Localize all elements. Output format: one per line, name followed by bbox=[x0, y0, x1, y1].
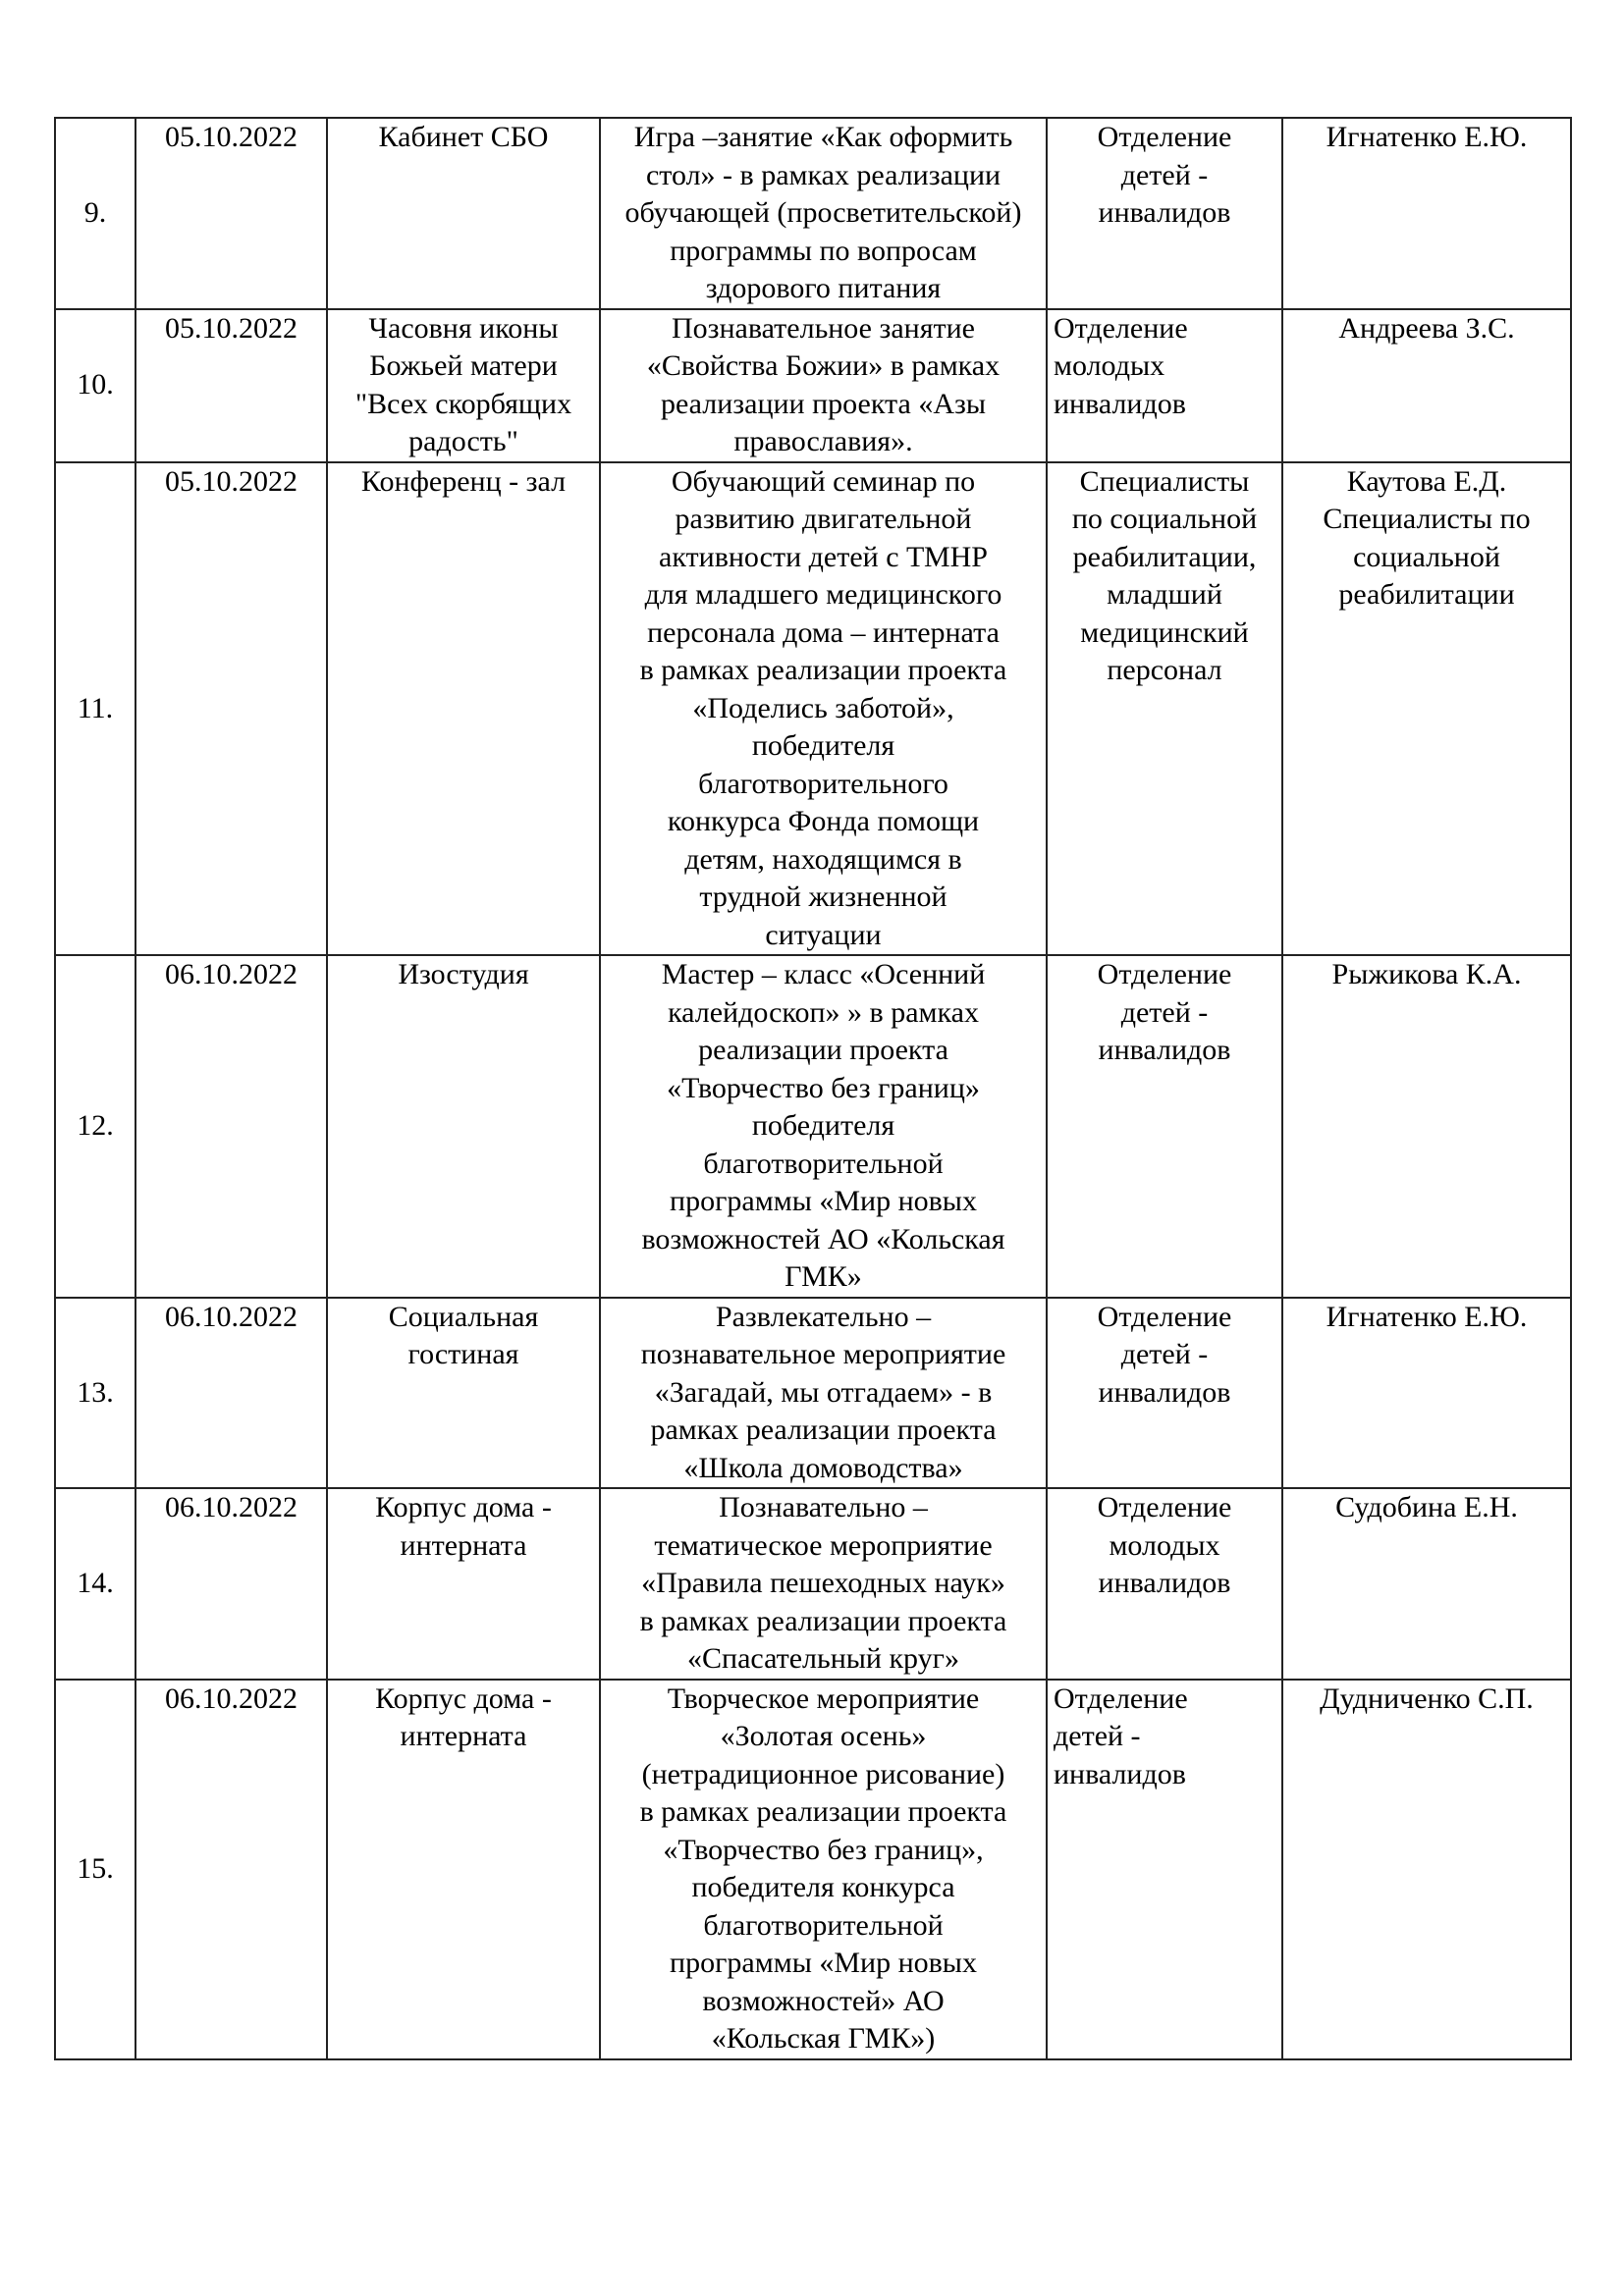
participants-line: Отделение bbox=[1097, 1300, 1232, 1333]
participants-cell bbox=[1047, 462, 1282, 956]
event-line: для младшего медицинского bbox=[644, 578, 1002, 611]
event-line: победителя bbox=[751, 1109, 895, 1142]
event-line: «Поделись заботой», bbox=[692, 691, 954, 724]
place-line: Часовня иконы bbox=[368, 311, 559, 345]
place-cell bbox=[327, 309, 600, 462]
responsible-cell bbox=[1282, 462, 1571, 956]
event-line: тематическое мероприятие bbox=[654, 1528, 993, 1562]
participants-line: инвалидов bbox=[1098, 1375, 1231, 1409]
event-description-cell bbox=[600, 955, 1047, 1298]
place-line: гостиная bbox=[407, 1338, 519, 1370]
table-row bbox=[55, 118, 1571, 309]
event-line: познавательное мероприятие bbox=[640, 1338, 1006, 1370]
participants-line: медицинский bbox=[1080, 615, 1249, 649]
event-line: Творческое мероприятие bbox=[667, 1682, 980, 1715]
place-line: Кабинет СБО bbox=[378, 121, 549, 153]
place-cell bbox=[327, 118, 600, 309]
responsible-line: социальной bbox=[1353, 540, 1500, 573]
place-cell bbox=[327, 462, 600, 956]
row-number-cell: 9. bbox=[55, 118, 135, 309]
place-line: интерната bbox=[400, 1720, 527, 1752]
event-line: «Кольская ГМК») bbox=[711, 2022, 936, 2055]
event-line: трудной жизненной bbox=[699, 881, 947, 913]
participants-line: инвалидов bbox=[1054, 1757, 1186, 1790]
event-line: победителя bbox=[751, 729, 895, 762]
event-line: благотворительного bbox=[698, 767, 948, 800]
event-line: обучающей (просветительской) bbox=[624, 196, 1022, 229]
table-row bbox=[55, 955, 1571, 1298]
event-line: ГМК» bbox=[785, 1260, 862, 1293]
event-line: «Правила пешеходных наук» bbox=[641, 1567, 1005, 1599]
participants-line: молодых bbox=[1109, 1528, 1220, 1562]
event-line: программы «Мир новых bbox=[670, 1185, 977, 1217]
event-line: Мастер – класс «Осенний bbox=[661, 958, 986, 990]
event-line: развитию двигательной bbox=[675, 503, 972, 535]
date-cell: 05.10.2022 bbox=[135, 462, 327, 956]
place-cell bbox=[327, 1488, 600, 1680]
event-line: благотворительной bbox=[703, 1147, 944, 1180]
event-line: персонала дома – интерната bbox=[647, 615, 1000, 649]
participants-line: детей - bbox=[1120, 995, 1209, 1029]
responsible-cell bbox=[1282, 309, 1571, 462]
responsible-line: Специалисты по bbox=[1323, 503, 1531, 535]
event-line: «Загадай, мы отгадаем» - в bbox=[654, 1375, 993, 1409]
responsible-line: Судобина Е.Н. bbox=[1335, 1491, 1518, 1523]
place-line: Корпус дома - bbox=[375, 1682, 552, 1715]
event-line: ситуации bbox=[765, 918, 882, 951]
event-line: Познавательно – bbox=[719, 1491, 928, 1523]
participants-line: реабилитации, bbox=[1072, 540, 1257, 573]
responsible-cell bbox=[1282, 118, 1571, 309]
date-cell: 06.10.2022 bbox=[135, 1488, 327, 1680]
participants-line: детей - bbox=[1054, 1720, 1141, 1752]
place-line: Изостудия bbox=[398, 958, 529, 990]
place-line: Конференц - зал bbox=[360, 464, 567, 498]
participants-cell bbox=[1047, 1298, 1282, 1489]
event-line: конкурса Фонда помощи bbox=[667, 805, 980, 837]
row-number-cell: 13. bbox=[55, 1298, 135, 1489]
event-description-cell bbox=[600, 1680, 1047, 2059]
table-row bbox=[55, 309, 1571, 462]
event-line: калейдоскоп» » в рамках bbox=[668, 995, 979, 1029]
place-cell bbox=[327, 955, 600, 1298]
event-line: программы «Мир новых bbox=[670, 1947, 977, 1979]
event-line: Познавательное занятие bbox=[671, 311, 975, 345]
event-line: благотворительной bbox=[703, 1908, 944, 1942]
event-line: «Свойства Божии» в рамках bbox=[646, 349, 1001, 382]
event-description-cell bbox=[600, 1298, 1047, 1489]
row-number-cell: 15. bbox=[55, 1680, 135, 2059]
date-cell: 05.10.2022 bbox=[135, 309, 327, 462]
row-number-cell: 10. bbox=[55, 309, 135, 462]
participants-line: Отделение bbox=[1054, 311, 1188, 345]
events-table bbox=[54, 117, 1572, 2060]
participants-line: Отделение bbox=[1054, 1682, 1188, 1715]
table-row bbox=[55, 1680, 1571, 2059]
event-line: «Школа домоводства» bbox=[683, 1451, 963, 1484]
responsible-line: Игнатенко Е.Ю. bbox=[1326, 1300, 1528, 1333]
participants-line: детей - bbox=[1120, 158, 1209, 191]
event-line: Игра –занятие «Как оформить bbox=[633, 121, 1013, 153]
participants-cell bbox=[1047, 1488, 1282, 1680]
responsible-line: Андреева З.С. bbox=[1338, 311, 1515, 345]
place-line: радость" bbox=[408, 425, 518, 457]
participants-cell bbox=[1047, 1680, 1282, 2059]
table-row bbox=[55, 462, 1571, 956]
place-line: интерната bbox=[400, 1528, 527, 1562]
event-line: реализации проекта bbox=[698, 1034, 948, 1066]
event-line: здорового питания bbox=[705, 272, 942, 304]
table-row bbox=[55, 1298, 1571, 1489]
event-line: реализации проекта «Азы bbox=[661, 387, 986, 420]
participants-line: Отделение bbox=[1097, 958, 1232, 990]
participants-cell bbox=[1047, 309, 1282, 462]
event-line: детям, находящимся в bbox=[684, 842, 962, 876]
participants-line: Специалисты bbox=[1079, 464, 1250, 498]
place-line: "Всех скорбящих bbox=[354, 387, 572, 420]
event-line: «Спасательный круг» bbox=[687, 1642, 959, 1675]
row-number-cell: 14. bbox=[55, 1488, 135, 1680]
participants-line: Отделение bbox=[1097, 1491, 1232, 1523]
responsible-line: Дудниченко С.П. bbox=[1320, 1682, 1534, 1715]
place-line: Социальная bbox=[388, 1300, 539, 1333]
event-description-cell bbox=[600, 1488, 1047, 1680]
participants-line: инвалидов bbox=[1098, 1034, 1231, 1066]
event-line: «Золотая осень» bbox=[720, 1720, 927, 1752]
responsible-cell bbox=[1282, 1680, 1571, 2059]
place-line: Божьей матери bbox=[369, 349, 558, 382]
row-number-cell: 11. bbox=[55, 462, 135, 956]
date-cell: 06.10.2022 bbox=[135, 1680, 327, 2059]
responsible-line: Игнатенко Е.Ю. bbox=[1326, 121, 1528, 153]
events-table-body bbox=[55, 118, 1571, 2059]
place-line: Корпус дома - bbox=[375, 1491, 552, 1523]
event-description-cell bbox=[600, 309, 1047, 462]
participants-line: инвалидов bbox=[1098, 1567, 1231, 1599]
event-line: (нетрадиционное рисование) bbox=[641, 1757, 1005, 1790]
event-line: «Творчество без границ» bbox=[667, 1071, 980, 1104]
participants-line: персонал bbox=[1107, 654, 1222, 686]
date-cell: 06.10.2022 bbox=[135, 1298, 327, 1489]
event-line: победителя конкурса bbox=[691, 1871, 955, 1903]
event-line: возможностей» АО bbox=[702, 1984, 945, 2017]
event-line: активности детей с ТМНР bbox=[659, 540, 988, 573]
event-line: в рамках реализации проекта bbox=[639, 1604, 1007, 1637]
place-cell bbox=[327, 1680, 600, 2059]
table-row bbox=[55, 1488, 1571, 1680]
participants-line: молодых bbox=[1054, 349, 1165, 382]
event-line: возможностей АО «Кольская bbox=[641, 1222, 1005, 1255]
participants-cell bbox=[1047, 955, 1282, 1298]
responsible-line: Рыжикова К.А. bbox=[1331, 958, 1522, 990]
event-line: рамках реализации проекта bbox=[650, 1414, 997, 1446]
participants-line: детей - bbox=[1120, 1338, 1209, 1370]
responsible-line: реабилитации bbox=[1338, 578, 1515, 611]
event-description-cell bbox=[600, 118, 1047, 309]
event-line: православия». bbox=[733, 425, 913, 457]
participants-line: по социальной bbox=[1071, 503, 1258, 535]
date-cell: 05.10.2022 bbox=[135, 118, 327, 309]
place-cell bbox=[327, 1298, 600, 1489]
date-cell: 06.10.2022 bbox=[135, 955, 327, 1298]
event-line: в рамках реализации проекта bbox=[639, 654, 1007, 686]
participants-line: младший bbox=[1107, 578, 1222, 611]
event-description-cell bbox=[600, 462, 1047, 956]
event-line: Развлекательно – bbox=[715, 1300, 932, 1333]
event-line: Обучающий семинар по bbox=[671, 464, 976, 498]
participants-line: инвалидов bbox=[1054, 387, 1186, 420]
row-number-cell: 12. bbox=[55, 955, 135, 1298]
responsible-cell bbox=[1282, 1488, 1571, 1680]
responsible-line: Каутова Е.Д. bbox=[1346, 464, 1507, 498]
participants-line: инвалидов bbox=[1098, 196, 1231, 229]
event-line: в рамках реализации проекта bbox=[639, 1795, 1007, 1828]
event-line: «Творчество без границ», bbox=[663, 1833, 984, 1866]
responsible-cell bbox=[1282, 955, 1571, 1298]
responsible-cell bbox=[1282, 1298, 1571, 1489]
participants-line: Отделение bbox=[1097, 121, 1232, 153]
event-line: программы по вопросам bbox=[670, 234, 977, 267]
event-line: стол» - в рамках реализации bbox=[645, 158, 1001, 191]
participants-cell bbox=[1047, 118, 1282, 309]
